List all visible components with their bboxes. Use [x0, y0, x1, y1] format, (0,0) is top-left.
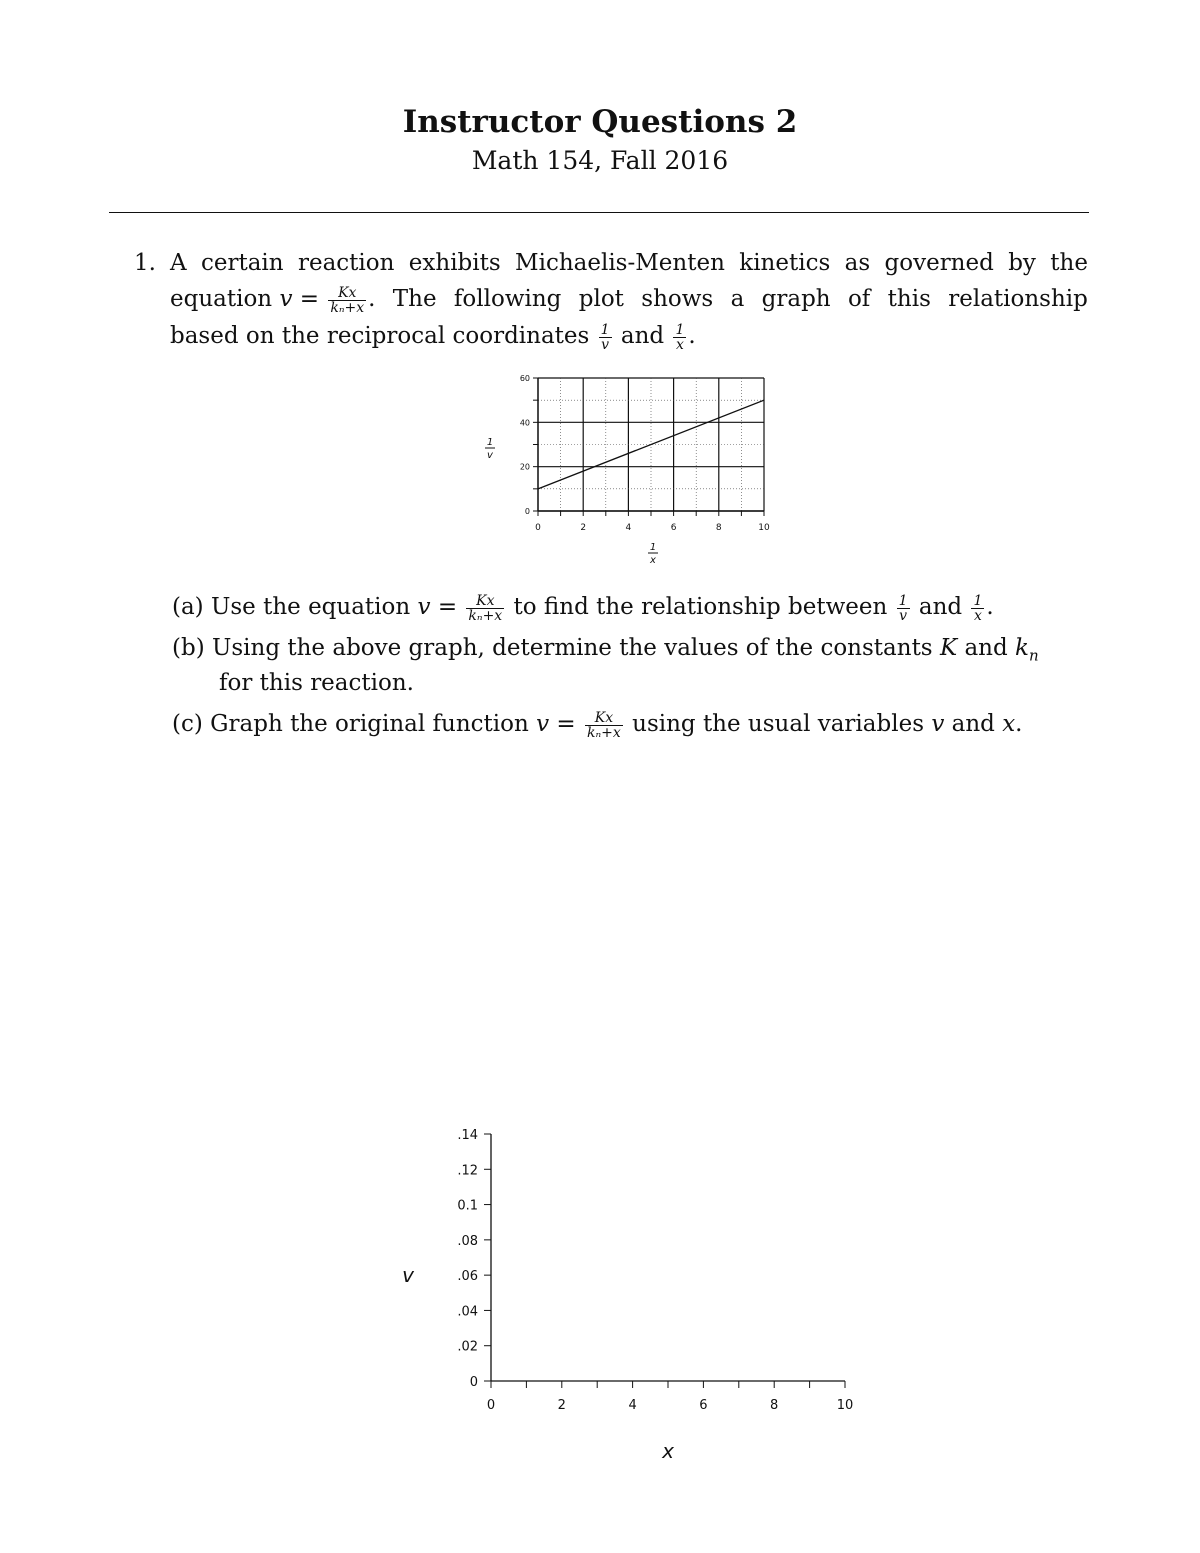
equation-fraction — [328, 286, 366, 315]
word: graph — [761, 286, 831, 312]
word: plot — [578, 286, 624, 312]
var-v: v — [417, 594, 431, 620]
y-tick-label: 20 — [519, 462, 530, 472]
fraction-numerator: 1 — [600, 321, 610, 338]
const-k: k — [1015, 635, 1029, 661]
subscript-n: n — [1028, 646, 1039, 665]
problem-line-3: based on the reciprocal coordinates $\frac{1}{v}$ and $\frac{1}{x}$ . — [170, 321, 696, 353]
word: Michaelis-Menten — [515, 250, 725, 276]
part-text: Use the equation — [210, 594, 411, 620]
y-tick-label: .04 — [457, 1304, 478, 1320]
x-tick-label: 8 — [770, 1398, 779, 1413]
word: as — [844, 250, 871, 276]
x-tick-label: 0 — [486, 1398, 496, 1413]
recip-x-fraction — [673, 323, 686, 352]
word: and — [964, 635, 1008, 661]
y-tick-label: .12 — [457, 1163, 478, 1179]
part-b-continued: for this reaction. — [219, 670, 414, 696]
x-tick-label: 4 — [628, 1398, 637, 1413]
part-text: to find the relationship between — [513, 594, 888, 620]
period: . — [1015, 711, 1023, 737]
fraction-denominator: v — [899, 607, 908, 624]
y-tick-label: .14 — [457, 1128, 478, 1143]
x-tick-label: 8 — [715, 523, 722, 533]
fraction-denominator: x — [973, 607, 982, 624]
word: equation — [170, 286, 273, 312]
fraction-numerator: Kx — [328, 286, 366, 301]
const-K: K — [939, 635, 958, 661]
word: certain — [200, 250, 284, 276]
x-tick-label: 2 — [557, 1398, 566, 1413]
y-axis-label-num: 1 — [486, 437, 494, 448]
y-axis-label: v — [402, 1263, 414, 1288]
word: and — [951, 711, 995, 737]
word: by — [1008, 250, 1036, 276]
y-tick-label: 60 — [519, 374, 530, 383]
x-axis-label-den: x — [650, 555, 656, 566]
equation-fraction — [585, 711, 623, 740]
const-kn — [1015, 635, 1039, 665]
line-text: based on the reciprocal coordinates — [170, 323, 590, 349]
x-tick-label: 4 — [625, 523, 632, 533]
y-tick-label: 0 — [524, 507, 530, 516]
fraction-numerator: Kx — [585, 711, 623, 726]
x-axis-label-num: 1 — [649, 542, 657, 553]
x-tick-label: 10 — [758, 523, 770, 533]
var-v: v — [279, 286, 293, 312]
word: kinetics — [739, 250, 831, 276]
course-subtitle: Math 154, Fall 2016 — [471, 146, 729, 175]
part-label: (a) — [172, 594, 204, 620]
y-axis-label-den: v — [487, 450, 493, 461]
y-tick-label: 0 — [469, 1375, 478, 1390]
fraction-denominator: x — [675, 336, 684, 353]
x-axis-label: x — [662, 1439, 674, 1463]
fraction-numerator: Kx — [466, 594, 504, 609]
problem-line-1 — [170, 245, 1088, 281]
equals-sign: = — [437, 594, 458, 620]
x-tick-label: 0 — [535, 523, 541, 533]
page-title: Instructor Questions 2 — [402, 104, 798, 140]
var-x: x — [1002, 711, 1016, 737]
header-divider — [109, 212, 1089, 213]
fraction-denominator: kₙ+x — [330, 299, 365, 316]
y-tick-label: .06 — [457, 1269, 478, 1285]
word: a — [730, 286, 745, 312]
word: The — [392, 286, 437, 312]
part-text: and — [918, 594, 963, 620]
fraction-denominator: v — [601, 336, 610, 353]
x-tick-label: 2 — [580, 523, 587, 533]
blank-v-vs-x-axes — [380, 1115, 880, 1475]
word: governed — [884, 250, 994, 276]
x-tick-label: 6 — [670, 523, 677, 533]
word: reaction — [297, 250, 395, 276]
word: following — [453, 286, 562, 312]
y-tick-label: .02 — [457, 1339, 478, 1355]
equation-fraction — [466, 594, 504, 623]
var-v: v — [931, 711, 945, 737]
y-tick-label: 0.1 — [457, 1198, 478, 1214]
recip-v-fraction — [897, 594, 910, 623]
equals-sign: = — [556, 711, 576, 737]
word: the — [1050, 250, 1088, 276]
part-c — [172, 706, 1022, 742]
word: relationship — [948, 286, 1088, 312]
fraction-numerator: 1 — [898, 592, 908, 609]
word: of — [847, 286, 871, 312]
word: shows — [641, 286, 714, 312]
part-text: Graph the original function — [210, 711, 529, 737]
x-tick-label: 6 — [699, 1398, 708, 1413]
recip-v-fraction — [599, 323, 612, 352]
part-text: using the usual variables — [632, 711, 924, 737]
part-a: (a) Use the equation v = $\frac{Kx}{\text{kₙ+x}}$ to find the relationship between $\frac{1}{v}$ and $\frac{1}{x}$ . — [172, 592, 994, 624]
part-label: (b) — [172, 635, 205, 661]
part-text: Using the above graph, determine the values of the constants — [211, 635, 933, 661]
word: A — [170, 250, 187, 276]
y-tick-label: .08 — [457, 1233, 478, 1249]
problem-line-2 — [170, 281, 1088, 317]
word: and — [620, 323, 665, 349]
reciprocal-plot — [470, 365, 790, 575]
fraction-numerator: 1 — [675, 321, 685, 338]
equals-sign: = — [299, 286, 320, 312]
x-tick-label: 10 — [836, 1398, 854, 1413]
fraction-numerator: 1 — [973, 592, 983, 609]
fraction-denominator: kₙ+x — [468, 607, 503, 624]
recip-x-fraction — [971, 594, 984, 623]
equation-intro: equation v = $\frac{Kx}{\text{kₙ+x}}$ . — [170, 284, 376, 316]
y-tick-label: 40 — [519, 418, 530, 428]
var-v: v — [536, 711, 550, 737]
fraction-denominator: kₙ+x — [587, 724, 621, 741]
word: this — [887, 286, 931, 312]
part-label: (c) — [172, 711, 203, 737]
word: exhibits — [408, 250, 501, 276]
problem-number: 1. — [134, 250, 156, 276]
